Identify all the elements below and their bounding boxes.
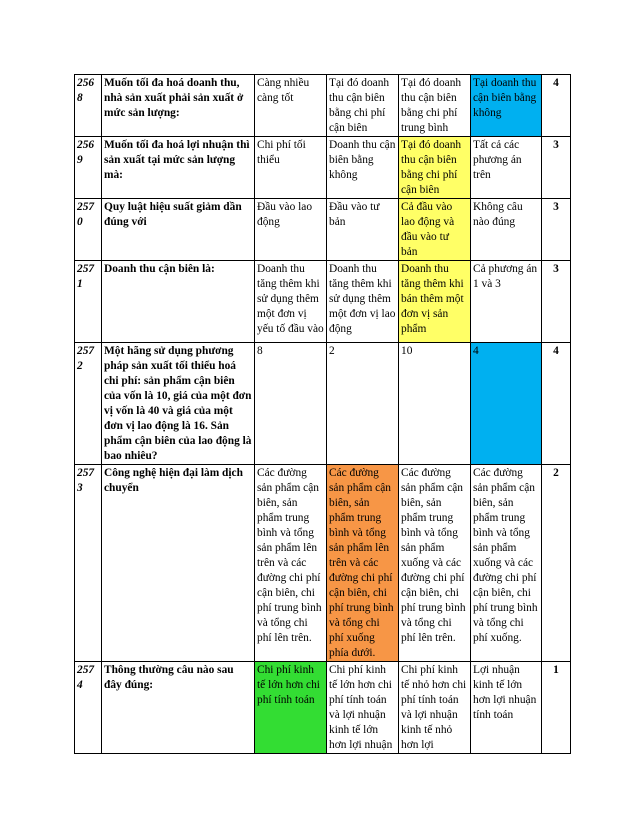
question-row [75, 199, 571, 261]
question-table [74, 74, 571, 754]
question-row [75, 137, 571, 199]
question-text: Quy luật hiệu suất giảm dần đúng với [102, 199, 255, 261]
option-2: 2 [327, 343, 399, 465]
question-row [75, 75, 571, 137]
option-1: Đầu vào lao động [255, 199, 327, 261]
question-text: Thông thường câu nào sau đây đúng: [102, 662, 255, 754]
option-2-highlighted: Các đường sản phẩm cận biên, sản phẩm trung bình và tổng sản phẩm lên trên và các đường chi phí cận biên, chi phí trung bình và tổng chi phí xuống phía dưới. [327, 465, 399, 662]
option-4: Không câu nào đúng [471, 199, 542, 261]
option-3: Chi phí kinh tế nhỏ hơn chi phí tính toán và lợi nhuận kinh tế nhỏ hơn lợi [399, 662, 471, 754]
option-3: Các đường sản phẩm cận biên, sản phẩm trung bình và tổng sản phẩm xuống và các đường chi phí cận biên, chi phí trung bình và tổng chi phí lên trên. [399, 465, 471, 662]
option-4: Các đường sản phẩm cận biên, sản phẩm trung bình và tổng sản phẩm xuống và các đường chi phí cận biên, chi phí trung bình và tổng chi phí xuống. [471, 465, 542, 662]
option-3-highlighted: Tại đó doanh thu cận biên bằng chi phí cận biên [399, 137, 471, 199]
question-number: 2568 [75, 75, 102, 137]
question-number: 2569 [75, 137, 102, 199]
question-text: Công nghệ hiện đại làm dịch chuyển [102, 465, 255, 662]
question-row [75, 662, 571, 754]
answer-number: 2 [542, 465, 571, 662]
question-text: Một hãng sử dụng phương pháp sản xuất tối thiểu hoá chi phí: sản phẩm cận biên của vốn là 10, giá của một đơn vị vốn là 40 và giá của một đơn vị lao động là 16. Sản phẩm cận biên của lao động là bao nhiêu? [102, 343, 255, 465]
option-1: Chi phí tối thiểu [255, 137, 327, 199]
answer-number: 3 [542, 137, 571, 199]
option-4: Lợi nhuận kinh tế lớn hơn lợi nhuận tính toán [471, 662, 542, 754]
question-table-body [75, 75, 571, 754]
question-text: Doanh thu cận biên là: [102, 261, 255, 343]
option-1: Các đường sản phẩm cận biên, sản phẩm trung bình và tổng sản phẩm lên trên và các đường chi phí cận biên, chi phí trung bình và tổng chi phí lên trên. [255, 465, 327, 662]
question-number: 2570 [75, 199, 102, 261]
option-3-highlighted: Cả đầu vào lao động và đầu vào tư bản [399, 199, 471, 261]
question-number: 2574 [75, 662, 102, 754]
option-2: Đầu vào tư bản [327, 199, 399, 261]
answer-number: 4 [542, 343, 571, 465]
question-row [75, 261, 571, 343]
question-row [75, 343, 571, 465]
question-number: 2572 [75, 343, 102, 465]
option-1: Doanh thu tăng thêm khi sử dụng thêm một đơn vị yếu tố đầu vào [255, 261, 327, 343]
option-2: Doanh thu tăng thêm khi sử dụng thêm một đơn vị lao động [327, 261, 399, 343]
answer-number: 1 [542, 662, 571, 754]
answer-number: 3 [542, 199, 571, 261]
answer-number: 3 [542, 261, 571, 343]
option-4-highlighted: Tại doanh thu cận biên bằng không [471, 75, 542, 137]
option-1: Càng nhiều càng tốt [255, 75, 327, 137]
question-text: Muốn tối đa hoá lợi nhuận thì sản xuất tại mức sản lượng mà: [102, 137, 255, 199]
option-3: Tại đó doanh thu cận biên bằng chi phí trung bình [399, 75, 471, 137]
question-number: 2573 [75, 465, 102, 662]
answer-number: 4 [542, 75, 571, 137]
option-1: 8 [255, 343, 327, 465]
option-4: Cả phương án 1 và 3 [471, 261, 542, 343]
option-4: Tất cả các phương án trên [471, 137, 542, 199]
option-1-highlighted: Chi phí kinh tế lớn hơn chi phí tính toán [255, 662, 327, 754]
option-2: Tại đó doanh thu cận biên bằng chi phí cận biên [327, 75, 399, 137]
option-3: 10 [399, 343, 471, 465]
question-number: 2571 [75, 261, 102, 343]
question-text: Muốn tối đa hoá doanh thu, nhà sản xuất phải sản xuất ở mức sản lượng: [102, 75, 255, 137]
option-3-highlighted: Doanh thu tăng thêm khi bán thêm một đơn vị sản phẩm [399, 261, 471, 343]
option-2: Doanh thu cận biên bằng không [327, 137, 399, 199]
option-4-highlighted: 4 [471, 343, 542, 465]
option-2: Chi phí kinh tế lớn hơn chi phí tính toán và lợi nhuận kinh tế lớn hơn lợi nhuận [327, 662, 399, 754]
question-row [75, 465, 571, 662]
